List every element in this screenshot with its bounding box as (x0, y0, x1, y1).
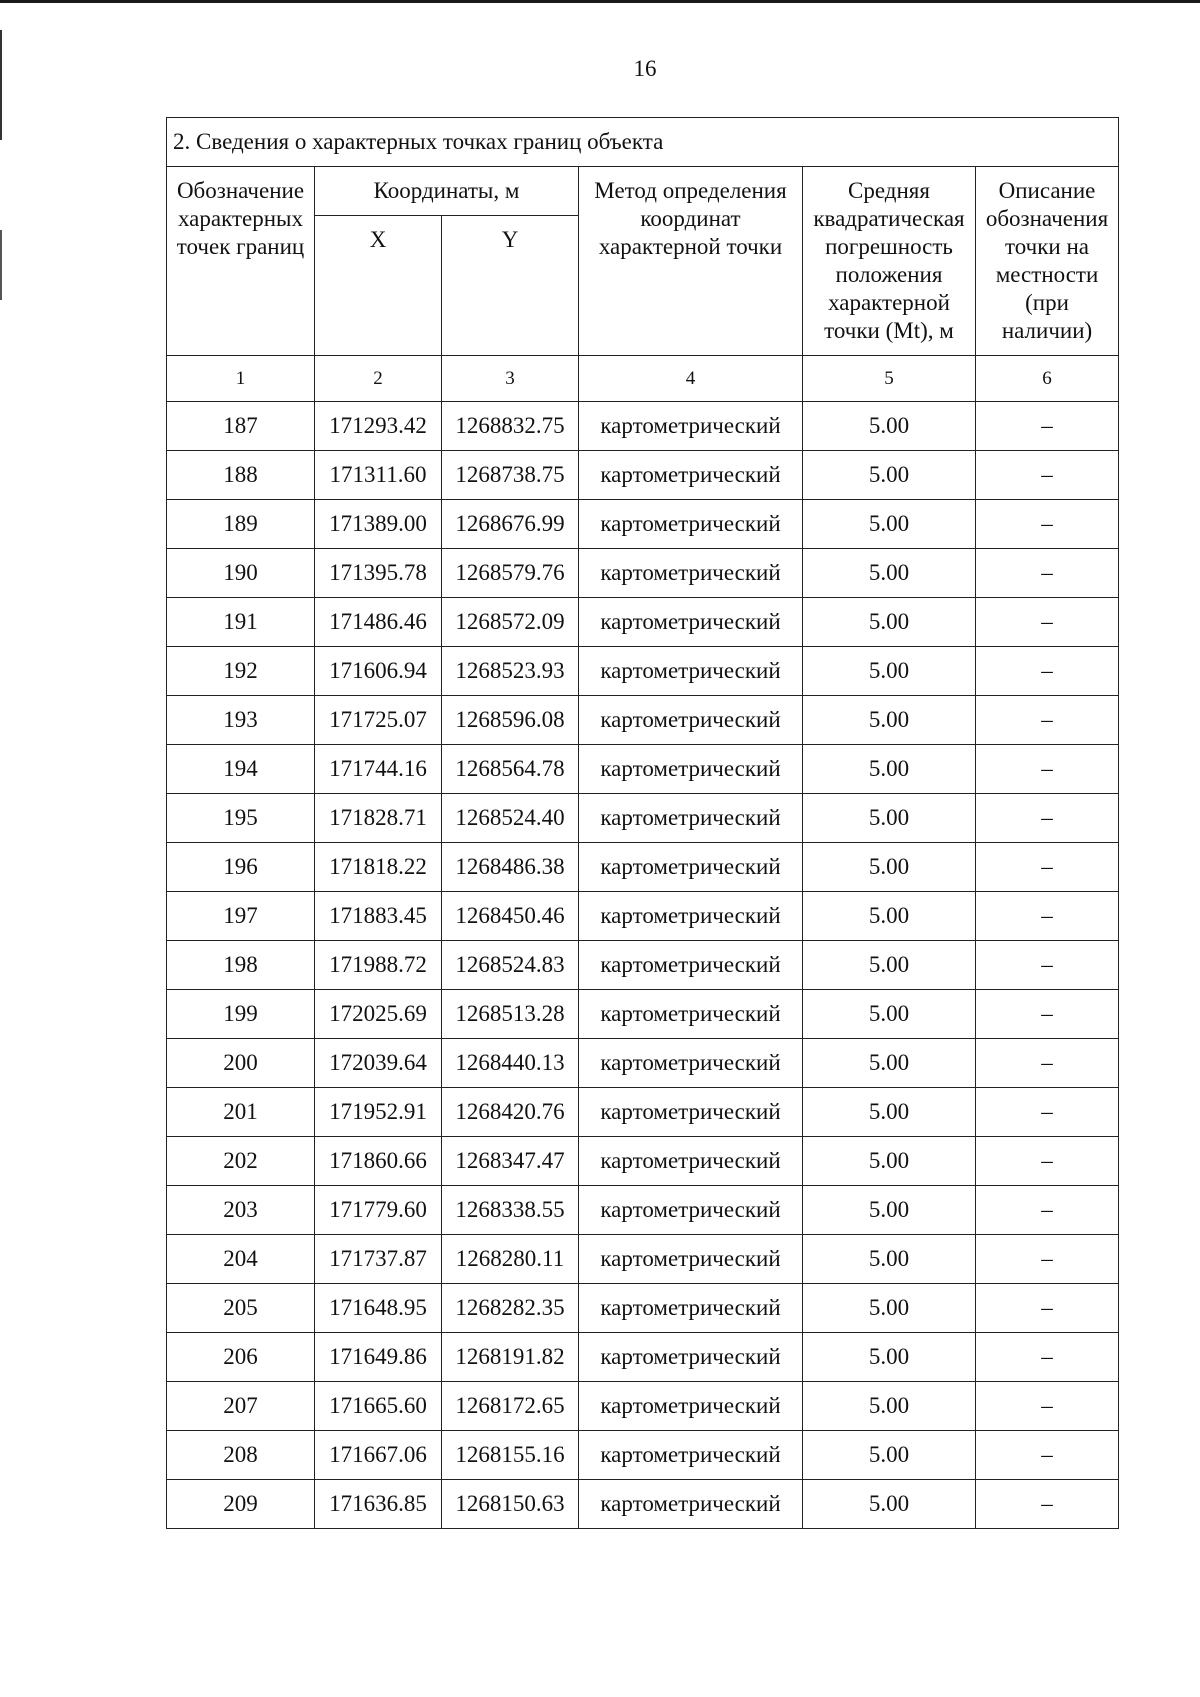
cell-point-id: 193 (167, 696, 315, 745)
cell-x: 171828.71 (315, 794, 442, 843)
cell-point-id: 189 (167, 500, 315, 549)
cell-method: картометрический (579, 1088, 803, 1137)
cell-description: – (976, 647, 1119, 696)
cell-method: картометрический (579, 1235, 803, 1284)
table-row (167, 1480, 1119, 1529)
table-row (167, 1137, 1119, 1186)
cell-y: 1268524.40 (442, 794, 579, 843)
cell-error: 5.00 (803, 598, 976, 647)
header-method: Метод определения координат характерной точки (579, 167, 803, 356)
cell-description: – (976, 1284, 1119, 1333)
table-row (167, 1235, 1119, 1284)
cell-description: – (976, 549, 1119, 598)
cell-y: 1268524.83 (442, 941, 579, 990)
cell-error: 5.00 (803, 1431, 976, 1480)
cell-description: – (976, 1235, 1119, 1284)
table-row (167, 745, 1119, 794)
cell-method: картометрический (579, 843, 803, 892)
cell-point-id: 188 (167, 451, 315, 500)
column-numbers-row (167, 356, 1119, 402)
cell-method: картометрический (579, 1137, 803, 1186)
cell-y: 1268338.55 (442, 1186, 579, 1235)
header-designation: Обозначение характерных точек границ (167, 167, 315, 356)
cell-method: картометрический (579, 1480, 803, 1529)
cell-error: 5.00 (803, 990, 976, 1039)
cell-method: картометрический (579, 1039, 803, 1088)
column-number: 6 (976, 356, 1119, 402)
cell-x: 171988.72 (315, 941, 442, 990)
column-number: 5 (803, 356, 976, 402)
cell-error: 5.00 (803, 892, 976, 941)
table-row (167, 1088, 1119, 1137)
cell-description: – (976, 598, 1119, 647)
header-description: Описание обозначения точки на местности (при наличии) (976, 167, 1119, 356)
cell-x: 171667.06 (315, 1431, 442, 1480)
table-row (167, 402, 1119, 451)
cell-error: 5.00 (803, 1480, 976, 1529)
cell-y: 1268155.16 (442, 1431, 579, 1480)
cell-point-id: 199 (167, 990, 315, 1039)
cell-y: 1268440.13 (442, 1039, 579, 1088)
cell-y: 1268738.75 (442, 451, 579, 500)
column-number: 4 (579, 356, 803, 402)
cell-y: 1268523.93 (442, 647, 579, 696)
cell-method: картометрический (579, 745, 803, 794)
cell-point-id: 190 (167, 549, 315, 598)
section-title: 2. Сведения о характерных точках границ объекта (167, 118, 1119, 167)
cell-error: 5.00 (803, 1333, 976, 1382)
cell-y: 1268596.08 (442, 696, 579, 745)
cell-error: 5.00 (803, 794, 976, 843)
cell-y: 1268150.63 (442, 1480, 579, 1529)
table-row (167, 990, 1119, 1039)
table-row (167, 598, 1119, 647)
cell-error: 5.00 (803, 1235, 976, 1284)
cell-description: – (976, 843, 1119, 892)
cell-x: 171636.85 (315, 1480, 442, 1529)
cell-method: картометрический (579, 1382, 803, 1431)
cell-description: – (976, 1382, 1119, 1431)
cell-x: 171649.86 (315, 1333, 442, 1382)
cell-method: картометрический (579, 941, 803, 990)
cell-point-id: 204 (167, 1235, 315, 1284)
cell-description: – (976, 402, 1119, 451)
cell-error: 5.00 (803, 1284, 976, 1333)
cell-description: – (976, 1333, 1119, 1382)
cell-method: картометрический (579, 990, 803, 1039)
cell-x: 171311.60 (315, 451, 442, 500)
column-number: 2 (315, 356, 442, 402)
cell-x: 171486.46 (315, 598, 442, 647)
cell-y: 1268282.35 (442, 1284, 579, 1333)
cell-description: – (976, 990, 1119, 1039)
cell-point-id: 209 (167, 1480, 315, 1529)
cell-y: 1268420.76 (442, 1088, 579, 1137)
table-row (167, 1039, 1119, 1088)
cell-method: картометрический (579, 500, 803, 549)
table-row (167, 843, 1119, 892)
cell-point-id: 202 (167, 1137, 315, 1186)
cell-error: 5.00 (803, 843, 976, 892)
cell-error: 5.00 (803, 500, 976, 549)
header-y: Y (442, 216, 579, 356)
header-x: X (315, 216, 442, 356)
cell-point-id: 200 (167, 1039, 315, 1088)
page-number: 16 (633, 56, 657, 81)
cell-x: 172039.64 (315, 1039, 442, 1088)
header-coordinates: Координаты, м (315, 167, 579, 216)
scan-border-left (0, 30, 2, 140)
cell-x: 171779.60 (315, 1186, 442, 1235)
cell-x: 171860.66 (315, 1137, 442, 1186)
cell-description: – (976, 745, 1119, 794)
cell-point-id: 198 (167, 941, 315, 990)
table-row (167, 892, 1119, 941)
cell-x: 171648.95 (315, 1284, 442, 1333)
scan-border-top (0, 0, 1200, 3)
cell-description: – (976, 794, 1119, 843)
cell-method: картометрический (579, 794, 803, 843)
table-row (167, 549, 1119, 598)
cell-y: 1268486.38 (442, 843, 579, 892)
header-error: Средняя квадратическая погрешность положения характерной точки (Mt), м (803, 167, 976, 356)
cell-point-id: 192 (167, 647, 315, 696)
cell-x: 171606.94 (315, 647, 442, 696)
cell-y: 1268832.75 (442, 402, 579, 451)
cell-x: 171744.16 (315, 745, 442, 794)
cell-y: 1268450.46 (442, 892, 579, 941)
cell-point-id: 203 (167, 1186, 315, 1235)
cell-point-id: 191 (167, 598, 315, 647)
cell-point-id: 187 (167, 402, 315, 451)
cell-description: – (976, 941, 1119, 990)
cell-description: – (976, 1039, 1119, 1088)
cell-x: 171818.22 (315, 843, 442, 892)
cell-y: 1268172.65 (442, 1382, 579, 1431)
cell-description: – (976, 500, 1119, 549)
cell-description: – (976, 1431, 1119, 1480)
cell-description: – (976, 1480, 1119, 1529)
cell-method: картометрический (579, 1333, 803, 1382)
cell-point-id: 205 (167, 1284, 315, 1333)
cell-point-id: 194 (167, 745, 315, 794)
cell-point-id: 206 (167, 1333, 315, 1382)
cell-y: 1268564.78 (442, 745, 579, 794)
scan-border-left-lower (0, 230, 2, 300)
cell-x: 171293.42 (315, 402, 442, 451)
cell-error: 5.00 (803, 647, 976, 696)
cell-error: 5.00 (803, 451, 976, 500)
table-row (167, 451, 1119, 500)
cell-method: картометрический (579, 1431, 803, 1480)
cell-method: картометрический (579, 402, 803, 451)
cell-description: – (976, 1088, 1119, 1137)
cell-point-id: 197 (167, 892, 315, 941)
cell-method: картометрический (579, 549, 803, 598)
table-row (167, 1382, 1119, 1431)
cell-error: 5.00 (803, 1186, 976, 1235)
cell-method: картометрический (579, 647, 803, 696)
cell-x: 171737.87 (315, 1235, 442, 1284)
cell-x: 172025.69 (315, 990, 442, 1039)
cell-x: 171395.78 (315, 549, 442, 598)
cell-x: 171389.00 (315, 500, 442, 549)
table-row (167, 696, 1119, 745)
cell-description: – (976, 1186, 1119, 1235)
cell-method: картометрический (579, 892, 803, 941)
cell-error: 5.00 (803, 696, 976, 745)
column-number: 1 (167, 356, 315, 402)
table-row (167, 1333, 1119, 1382)
column-number: 3 (442, 356, 579, 402)
cell-method: картометрический (579, 696, 803, 745)
cell-x: 171725.07 (315, 696, 442, 745)
table-row (167, 500, 1119, 549)
table-row (167, 1284, 1119, 1333)
cell-point-id: 207 (167, 1382, 315, 1431)
cell-x: 171665.60 (315, 1382, 442, 1431)
cell-description: – (976, 1137, 1119, 1186)
cell-y: 1268191.82 (442, 1333, 579, 1382)
cell-error: 5.00 (803, 941, 976, 990)
cell-error: 5.00 (803, 1382, 976, 1431)
cell-y: 1268579.76 (442, 549, 579, 598)
cell-method: картометрический (579, 451, 803, 500)
cell-y: 1268676.99 (442, 500, 579, 549)
cell-method: картометрический (579, 598, 803, 647)
cell-error: 5.00 (803, 402, 976, 451)
cell-y: 1268572.09 (442, 598, 579, 647)
boundary-points-table (166, 117, 1119, 1529)
cell-error: 5.00 (803, 1137, 976, 1186)
cell-point-id: 208 (167, 1431, 315, 1480)
cell-y: 1268513.28 (442, 990, 579, 1039)
cell-point-id: 201 (167, 1088, 315, 1137)
table-row (167, 647, 1119, 696)
cell-method: картометрический (579, 1284, 803, 1333)
cell-description: – (976, 451, 1119, 500)
cell-point-id: 196 (167, 843, 315, 892)
cell-method: картометрический (579, 1186, 803, 1235)
cell-error: 5.00 (803, 549, 976, 598)
cell-x: 171952.91 (315, 1088, 442, 1137)
cell-description: – (976, 696, 1119, 745)
table-row (167, 1431, 1119, 1480)
table-row (167, 941, 1119, 990)
cell-error: 5.00 (803, 745, 976, 794)
cell-y: 1268280.11 (442, 1235, 579, 1284)
table-row (167, 794, 1119, 843)
cell-y: 1268347.47 (442, 1137, 579, 1186)
table-row (167, 1186, 1119, 1235)
cell-point-id: 195 (167, 794, 315, 843)
cell-x: 171883.45 (315, 892, 442, 941)
cell-error: 5.00 (803, 1088, 976, 1137)
cell-error: 5.00 (803, 1039, 976, 1088)
cell-description: – (976, 892, 1119, 941)
